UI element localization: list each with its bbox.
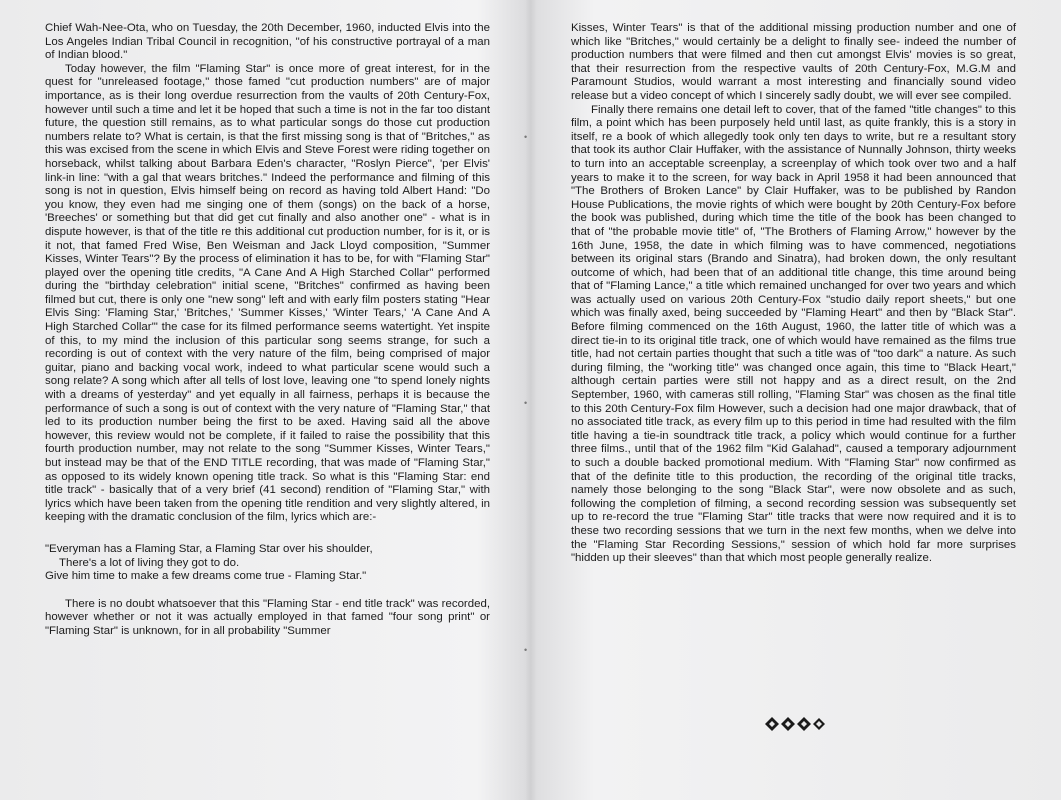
diamond-ornament-icon [765,716,825,732]
left-paragraph-3: There is no doubt whatsoever that this "Flaming Star - end title track" was recorded, however whether or not it was actually employed in that famed "four song print" or "Flaming Star" is unknown, for in all probability "Summer [45,597,490,637]
right-paragraph-2: Finally there remains one detail left to cover, that of the famed "title changes" to this film, a point which has been purposely held until last, as quite frankly, this is a story in itself, re a book of which allegedly took only ten days to write, but re a resultant story that took its author Clair Huffaker, with the assistance of Nunnally Johnson, thirty weeks to turn into an acceptable screenplay, a screenplay of which took over two and a half years to make it to the screen, for way back in April 1958 it had been announced that "The Brothers of Broken Lance" by Clair Huffaker, was to be published by Randon House Publications, the movie rights of which were bought by 20th Century-Fox before the book was published, during which time the title of the book has been changed to that of "the probable movie title" of, "The Brothers of Flaming Arrow," however by the 16th June, 1958, the date in which filming was to have commenced, negotiations between its original stars (Brando and Sinatra), had broken down, the only resultant outcome of which, had been that of an additional title change, this time around being that of "Flaming Lance," a title which remained unchanged for over two years and which was actually used on various 20th Century-Fox "studio daily report sheets," but one which was finally axed, being succeeded by "Flaming Heart" and then by "Black Star". Before filming commenced on the 16th August, 1960, the latter title of which was a direct tie-in to its original title track, one of which would have remained as the films true title, had not certain parties thought that such a title was of "too dark" a nature. As such during filming, the "working title" was changed once again, this time to "Black Heart," although certain parties were still not happy and as a direct result, on the 2nd September, 1960, with cameras still rolling, "Flaming Star" was chosen as the final title to this 20th Century-Fox film However, such a decision had one major drawback, that of no associated title track, as every film up to this period in time had resulted with the film title having a tie-in soundtrack title track, a policy which would continue for a further three films., until that of the 1962 film "Kid Galahad", caused a temporary adjournment to such a double backed promotional medium. With "Flaming Star" now confirmed as that of the definite title to this production, the recording of the original title tracks, namely those belonging to the song "Black Star", were now obsolete and as such, following the completion of filming, a second recording session was subsequently set up to re-record the true "Flaming Star" title tracks that were now required and it is to these two recording sessions that we turn in the next few months, when we delve into the "Flaming Star Recording Sessions," session of which hold far more surprises "hidden up their sleeves" than that which most people generally realize. [571,103,1016,565]
left-paragraph-1: Chief Wah-Nee-Ota, who on Tuesday, the 20th December, 1960, inducted Elvis into the Los Angeles Indian Tribal Council in recognition, "of his constructive portrayal of a man of Indian blood." [45,22,490,62]
left-page [45,22,490,639]
binding-mark: • [524,398,528,408]
lyric-line-1: "Everyman has a Flaming Star, a Flaming Star over his shoulder, [45,542,373,555]
binding-mark: • [524,645,528,655]
right-page [571,22,1016,566]
lyrics-block [45,543,490,584]
lyric-line-2: There's a lot of living they got to do. [59,556,240,569]
lyric-line-3: Give him time to make a few dreams come true - Flaming Star." [45,570,367,583]
binding-mark: • [524,132,528,142]
left-paragraph-2: Today however, the film "Flaming Star" is once more of great interest, for in the quest for "unreleased footage," those famed "cut production numbers" are of major importance, as is their long overdue resurrection from the vaults of 20th Century-Fox, however until such a time and let it be hoped that such a time is not in the far too distant future, the question still remains, as to what particular songs do those cut production numbers relate to? What is certain, is that the first missing song is that of "Britches," as this was excised from the scene in which Elvis and Steve Forest were riding together on horseback, whilst talking about Barbara Eden's character, "Roslyn Pierce", 'per Elvis' link-in line: "with a gal that wears britches." Indeed the performance and filming of this song is not in question, Elvis himself being on record as having told Albert Hand: "Do you know, they even had me singing one of them (songs) on the back of a horse, 'Breeches' or something but that did get cut finally and also another one" - what is in dispute however, is that of the title re this additional cut production number, for is it, or is it not, that famed Fred Wise, Ben Weisman and Jack Lloyd composition, "Summer Kisses, Winter Tears"? By the process of elimination it has to be, for with "Flaming Star" played over the opening title credits, "A Cane And A High Starched Collar" performed during the "birthday celebration" initial scene, "Britches" confirmed as having been filmed but cut, there is only one "new song" left and with early film posters stating "Hear Elvis Sing: 'Flaming Star,' 'Britches,' 'Summer Kisses,' 'Winter Tears,' 'A Cane And A High Starched Collar'" the case for its filmed performance seems watertight. Yet inspite of this, to my mind the inclusion of this particular song seems strange, for such a recording is out of context with the very nature of the film, being comprised of major guitar, piano and backing vocal work, indeed to what particular scene would such a song relate? A song which after all tells of lost love, leaving one "to spend lonely nights with a dreams of yesterday" and yet equally in all fairness, perhaps it is because the performance of such a song is out of context with the very nature of "Flaming Star," that led to its production number being the first to be axed. Having said all the above however, this review would not be complete, if it failed to raise the possibility that this fourth production number, may not relate to the song "Summer Kisses, Winter Tears," but instead may be that of the END TITLE recording, that was made of "Flaming Star," as opposed to its widely known opening title track. So what is this "Flaming Star: end title track" - basically that of a very brief (41 second) rendition of "Flaming Star," with lyrics which have been taken from the opening title rendition and very slightly altered, in keeping with the dramatic conclusion of the film, lyrics which are:- [45,62,490,524]
right-paragraph-1: Kisses, Winter Tears" is that of the additional missing production number and one of which like "Britches," would certainly be a delight to finally see- indeed the number of production numbers that were filmed and then cut amongst Elvis' movies is so great, that their resurrection from the respective vaults of 20th Century-Fox, M.G.M and Paramount Studios, would warrant a most interesting and financially sound video release but a video concept of which I sincerely sadly doubt, we will ever see compiled. [571,22,1016,102]
